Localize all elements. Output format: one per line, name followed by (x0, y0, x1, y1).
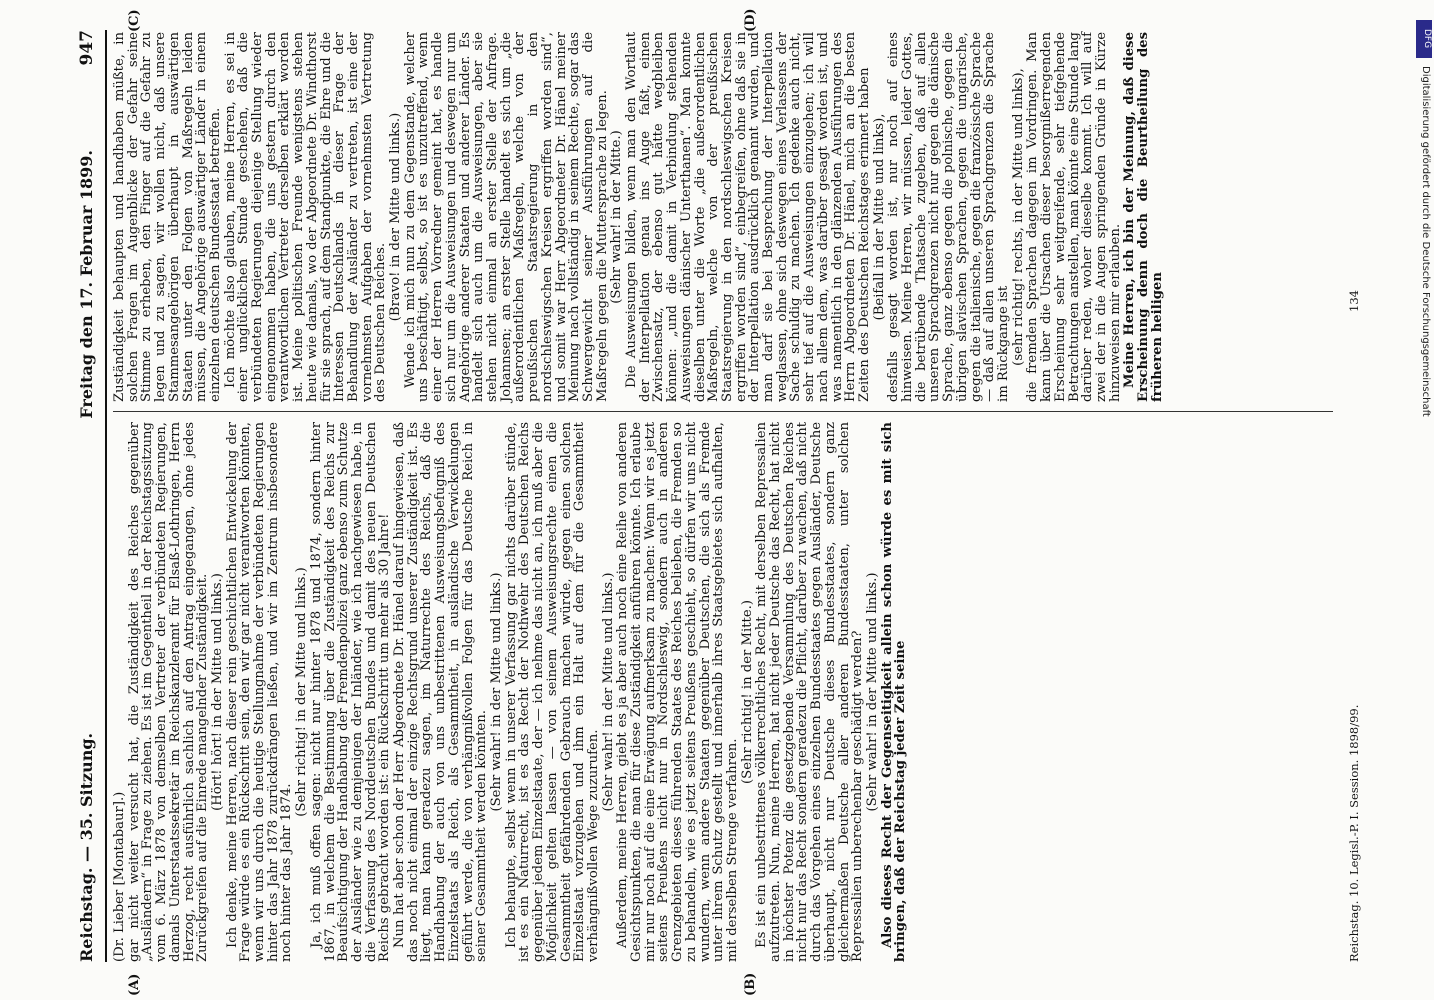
margin-marker-b: (B) (743, 972, 758, 996)
speaker-name: (Dr. Lieber [Montabaur].) (112, 791, 127, 962)
reaction-note: (Sehr richtig! in der Mitte.) (739, 600, 755, 784)
header-rule (105, 30, 107, 962)
margin-marker-c: (C) (127, 9, 142, 32)
reaction-note: (Sehr richtig! in der Mitte und links.) (294, 567, 310, 817)
funding-note: Digitalisierung gefördert durch die Deutsche Forschungsgemeinschaft (1420, 66, 1431, 417)
paragraph: die fremden Sprachen dagegen im Vordringen. Man kann über die Ursachen dieser besorgnißerregenden Erscheinung sehr weitgreifende, sehr tiefgehende Betrachtungen anstellen, man könnte eine Stunde lang darüber reden, woher dieselbe kommt. Ich will auf zwei der in die Augen springenden Gründe in Kürze hinzuweisen mir erlauben. (1025, 32, 1123, 402)
margin-marker-d: (D) (743, 8, 758, 32)
footer-sheet-number: 134 (1347, 290, 1361, 312)
digitization-sidebar (1414, 10, 1434, 990)
reaction-note: (Hört! hört! in der Mitte und links.) (209, 573, 225, 811)
paragraph: Es ist ein unbestrittenes völkerrechtliches Recht, mit derselben Repressalien aufzutreten. Nun, meine Herren, hat nicht jeder Deutsche das Recht, hat nicht in höchster Potenz die gesetzgebende Versammlung des Deutschen Reiches nicht nur das Recht sondern geradezu die Pflicht, darüber zu wachen, daß nicht durch das Vorgehen eines einzelnen Bundesstaates gegen Ausländer, Deutsche überhaupt, nicht nur Deutsche dieses Bundesstaates, sondern ganz gleichermaßen Deutsche aller anderen Bundesstaaten, unter solchen Repressalien unberechenbar geschädigt werden? (754, 422, 866, 962)
column-divider (113, 411, 1333, 412)
dfg-logo: DFG (1416, 20, 1432, 58)
paragraph: Also dieses Recht der Gegenseitigkeit allein schon würde es mit sich bringen, daß der Reichstag jeder Zeit seine (879, 422, 909, 962)
paragraph: gar nicht weiter versucht hat, die Zuständigkeit des Reiches gegenüber „Ausländern“ in Frage zu ziehen. Es ist im Gegentheil in der Reichstagssitzung vom 6. März 1878 von demselben Vertreter der verbündeten Regierungen, damals Unterstaatssekretär im Reichskanzleramt für Elsaß-Lothringen, Herrn Herzog, recht ausführlich sachlich auf den Antrag eingegangen, ohne jedes Zurückgreifen auf die Einrede mangelnder Zuständigkeit. (126, 422, 211, 962)
header-session-title: Reichstag. — 35. Sitzung. (77, 732, 96, 962)
header-date: Freitag den 17. Februar 1899. (77, 150, 96, 419)
paragraph: Zuständigkeit behaupten und handhaben müßte, in solchen Fragen im Augenblicke der Gefahr seine Stimme zu erheben, den Finger auf die Gefahr zu legen und zu sagen, wir wollen nicht, daß unsere Stammesangehörigen überhaupt in auswärtigen Staaten unter den Folgen von Maßregeln leiden müssen, die Angehörige auswärtiger Länder in einem einzelnen deutschen Bundesstaat betreffen. (112, 32, 223, 402)
paragraph: Ich denke, meine Herren, nach dieser rein geschichtlichen Entwickelung der Frage würde es ein Rückschritt sein, den wir gar nicht verantworten könnten, wenn wir uns durch die heutige Stellungnahme der verbündeten Regierungen hinter das Jahr 1878 zurückdrängen ließen, und wir im Zentrum insbesondere noch hinter das Jahr 1874. (224, 422, 295, 962)
paragraph: desfalls gesagt worden ist, nur noch auf eines hinweisen. Meine Herren, wir müssen, leider Gottes, die betrübende Thatsache zugeben, daß auf allen unseren Sprachgrenzen nicht nur gegen die dänische Sprache, ganz ebenso gegen die polnische, gegen die übrigen slavischen Sprachen, gegen die ungarische, gegen die italienische, gegen die französische Sprache — daß auf allen unseren Sprachgrenzen die Sprache im Rückgange ist (886, 32, 1011, 402)
reaction-note: (Beifall in der Mitte und links), (871, 113, 887, 321)
reaction-note: (Bravo! in der Mitte und links.) (388, 112, 404, 322)
reaction-note: (Sehr wahr! in der Mitte und links.) (488, 572, 504, 812)
reaction-note: (Sehr wahr! in der Mitte und links.) (864, 572, 880, 812)
paragraph: Nun hat aber schon der Herr Abgeordnete Dr. Hänel darauf hingewiesen, daß das noch nicht einmal der einzige Rechtsgrund unserer Zuständigkeit ist. Es liegt, man kann geradezu sagen, im Naturrechte des Reichs, daß die Handhabung der auch von uns unbestrittenen Ausweisungsbefugniß des Einzelstaats als Reich, als Gesammtheit, in ausländische Verwickelungen geführt werde, die von verhängnißvollen Folgen für das Deutsche Reich in seiner Gesammtheit werden könnten. (392, 422, 490, 962)
footer-session-info: Reichstag. 10. Legisl.-P. I. Session. 1898/99. (1347, 704, 1361, 962)
paragraph: Die Ausweisungen bilden, wenn man den Wortlaut der Interpellation genau ins Auge faßt, einen Zwischensatz, der ebenso gut hätte wegbleiben können: „und die damit in Verbindung stehenden Ausweisungen dänischer Unterthanen“. Man konnte dieselben unter die Worte „die außerordentlichen Maßregeln, welche von der preußischen Staatsregierung in den nordschleswigschen Kreisen ergriffen worden sind“, einbegreifen, ohne daß sie in der Interpellation ausdrücklich genannt wurden, und man darf sie bei Besprechung der Interpellation weglassen, ohne sich deswegen eines Verlassens der Sache schuldig zu machen. Ich gedenke auch nicht, sehr tief auf die Ausweisungen einzugehen; ich will nach allem dem, was darüber gesagt worden ist, und was namentlich in den glänzenden Ausführungen des Herrn Abgeordneten Dr. Hänel, mich an die besten Zeiten des Deutschen Reichstages erinnert haben (624, 32, 872, 402)
paragraph: Wende ich mich nun zu dem Gegenstande, welcher uns beschäftigt, selbst, so ist es unzutreffend, wenn einer der Herren Vorredner gemeint hat, es handle sich nur um die Ausweisungen und deswegen nur um Angehörige anderer Staaten und anderer Länder. Es handelt sich auch um die Ausweisungen, aber sie stehen nicht einmal an erster Stelle der Anfrage. Johannsen; an erster Stelle handelt es sich um „die außerordentlichen Maßregeln, welche von der preußischen Staatsregierung in den nordschleswigschen Kreisen ergriffen worden sind“, und somit war Herr Abgeordneter Dr. Hänel meiner Meinung nach vollständig in seinem Rechte, sogar das Schwergewicht seiner Ausführungen auf die Maßregeln gegen die Muttersprache zu legen. (402, 32, 610, 402)
page-number: 947 (77, 30, 97, 66)
page-header (77, 30, 103, 962)
paragraph: Ich möchte also glauben, meine Herren, es sei in einer unglücklichen Stunde geschehen, daß die verbündeten Regierungen diejenige Stellung wieder eingenommen haben, die uns gestern durch den verantwortlichen Vertreter derselben erklärt worden ist. Meine politischen Freunde wenigstens stehen heute wie damals, wo der Abgeordnete Dr. Windthorst für sie sprach, auf dem Standpunkte, die Ehre und die Interessen Deutschlands in dieser Frage der Behandlung der Ausländer zu vertreten, ist eine der vornehmsten Aufgaben der vornehmsten Vertretung des Deutschen Reiches. (222, 32, 389, 402)
reaction-note: (sehr richtig! rechts, in der Mitte und links), (1010, 68, 1026, 366)
paragraph: Ja, ich muß offen sagen: nicht nur hinter 1878 und 1874, sondern hinter 1867, in welchem die Bestimmung über die Zuständigkeit des Reichs zur Beaufsichtigung der Handhabung der Fremdenpolizei ganz ebenso zum Schutze der Ausländer wie zu demjenigen der Inländer, wie ich nachgewiesen habe, in die Verfassung des Norddeutschen Bundes und damit des neuen Deutschen Reichs gebracht worden ist: ein Rückschritt um mehr als 30 Jahre! (308, 422, 393, 962)
paragraph: Ich behaupte, selbst wenn in unserer Verfassung gar nichts darüber stünde, ist es ein Naturrecht, ist es das Recht der Nothwehr des Deutschen Reichs gegenüber jedem Einzelstaate, der — ich nehme das nicht an, ich muß aber die Möglichkeit gelten lassen — von seinem Ausweisungsrechte einen die Gesammtheit gefährdenden Gebrauch machen würde, gegen einen solchen Einzelstaat vorzugehen und ihm ein Halt auf dem für die Gesammtheit verhängnißvollen Wege zuzurufen. (503, 422, 601, 962)
margin-marker-a: (A) (127, 973, 142, 996)
paragraph: Außerdem, meine Herren, giebt es ja aber auch noch eine Reihe von anderen Gesichtspunkten, die man für diese Zuständigkeit anführen könnte. Ich erlaube mir nur noch auf die eine Erwägung aufmerksam zu machen: Wenn wir es jetzt seitens Preußens nicht nur in Nordschleswig, sondern auch in anderen Grenzgebieten dieses führenden Staates des Reiches belieben, die Fremden so zu behandeln, wie es jetzt seitens Preußens geschieht, so dürfen wir uns nicht wundern, wenn andere Staaten gegenüber Deutschen, die sich als Fremde unter ihrem Schutz gestellt und innerhalb ihres Staatsgebietes sich aufhalten, mit derselben Strenge verfahren. (615, 422, 740, 962)
rotated-document-page (53, 8, 1393, 996)
reaction-note: (Sehr wahr! in der Mitte und links.) (600, 572, 616, 812)
reaction-note: (Sehr wahr! in der Mitte.) (609, 130, 625, 304)
left-text-column (113, 422, 909, 962)
right-text-column (113, 32, 1165, 402)
paragraph: Meine Herren, ich bin der Meinung, daß diese Erscheinung denn doch die Beurtheilung des früheren heiligen (1122, 32, 1165, 402)
